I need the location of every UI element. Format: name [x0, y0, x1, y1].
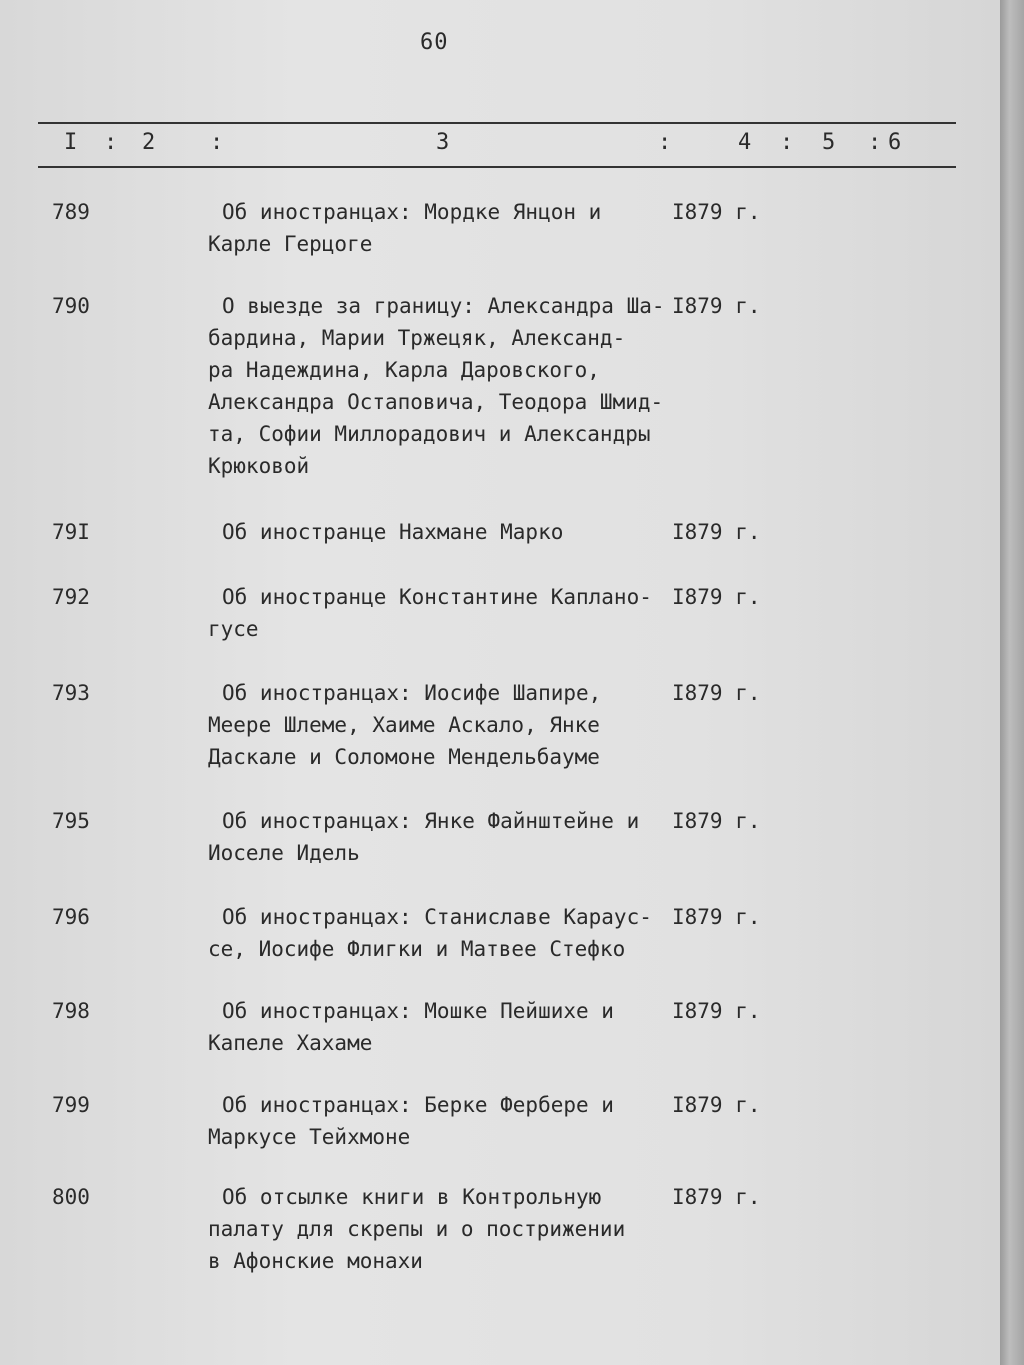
- entry-title: Об иностранцах: Иосифе Шапире, Меере Шлеме, Хаиме Аскало, Янке Даскале и Соломоне Мендельбауме: [208, 681, 602, 769]
- entry-year: I879 г.: [672, 585, 761, 609]
- next-page-edge: [1000, 0, 1024, 1365]
- entry-number: 795: [52, 809, 90, 833]
- column-separator: :: [210, 130, 224, 155]
- entry-year: I879 г.: [672, 681, 761, 705]
- entry-year: I879 г.: [672, 905, 761, 929]
- entry-number: 796: [52, 905, 90, 929]
- column-header-6: 6: [888, 130, 902, 155]
- entry-year: I879 г.: [672, 999, 761, 1023]
- entry-title: О выезде за границу: Александра Ша- бардина, Марии Тржецяк, Александ- ра Надеждина, Карла Даровского, Александра Остаповича, Теодора Шмид- та, Софии Миллорадович и Александры Крюковой: [208, 294, 665, 478]
- entry-number: 799: [52, 1093, 90, 1117]
- entry-year: I879 г.: [672, 200, 761, 224]
- column-header-3: 3: [436, 130, 450, 155]
- entry-title: Об иностранцах: Мошке Пейшихе и Капеле Хахаме: [208, 999, 614, 1055]
- column-separator: :: [780, 130, 794, 155]
- column-separator: :: [868, 130, 882, 155]
- entry-year: I879 г.: [672, 1093, 761, 1117]
- entry-title: Об иностранцах: Янке Файнштейне и Иоселе Идель: [208, 809, 640, 865]
- column-header-4: 4: [738, 130, 752, 155]
- column-header-1: I: [64, 130, 78, 155]
- entry-title: Об отсылке книги в Контрольную палату для скрепы и о пострижении в Афонские монахи: [208, 1185, 626, 1273]
- entry-number: 789: [52, 200, 90, 224]
- column-header-5: 5: [822, 130, 836, 155]
- page-number: 60: [420, 30, 449, 55]
- entry-number: 79I: [52, 520, 90, 544]
- entry-number: 790: [52, 294, 90, 318]
- entry-title: Об иностранцах: Берке Фербере и Маркусе Тейхмоне: [208, 1093, 614, 1149]
- entry-number: 800: [52, 1185, 90, 1209]
- entry-year: I879 г.: [672, 520, 761, 544]
- entry-number: 798: [52, 999, 90, 1023]
- column-separator: :: [104, 130, 118, 155]
- entry-year: I879 г.: [672, 809, 761, 833]
- column-separator: :: [658, 130, 672, 155]
- entry-number: 793: [52, 681, 90, 705]
- entry-title: Об иностранцах: Мордке Янцон и Карле Герцоге: [208, 200, 602, 256]
- entry-title: Об иностранце Константине Каплано- гусе: [208, 585, 652, 641]
- entry-number: 792: [52, 585, 90, 609]
- entry-title: Об иностранцах: Станиславе Караус- се, Иосифе Флигки и Матвее Стефко: [208, 905, 652, 961]
- entry-year: I879 г.: [672, 294, 761, 318]
- column-header-2: 2: [142, 130, 156, 155]
- entry-year: I879 г.: [672, 1185, 761, 1209]
- entry-title: Об иностранце Нахмане Марко: [222, 520, 564, 544]
